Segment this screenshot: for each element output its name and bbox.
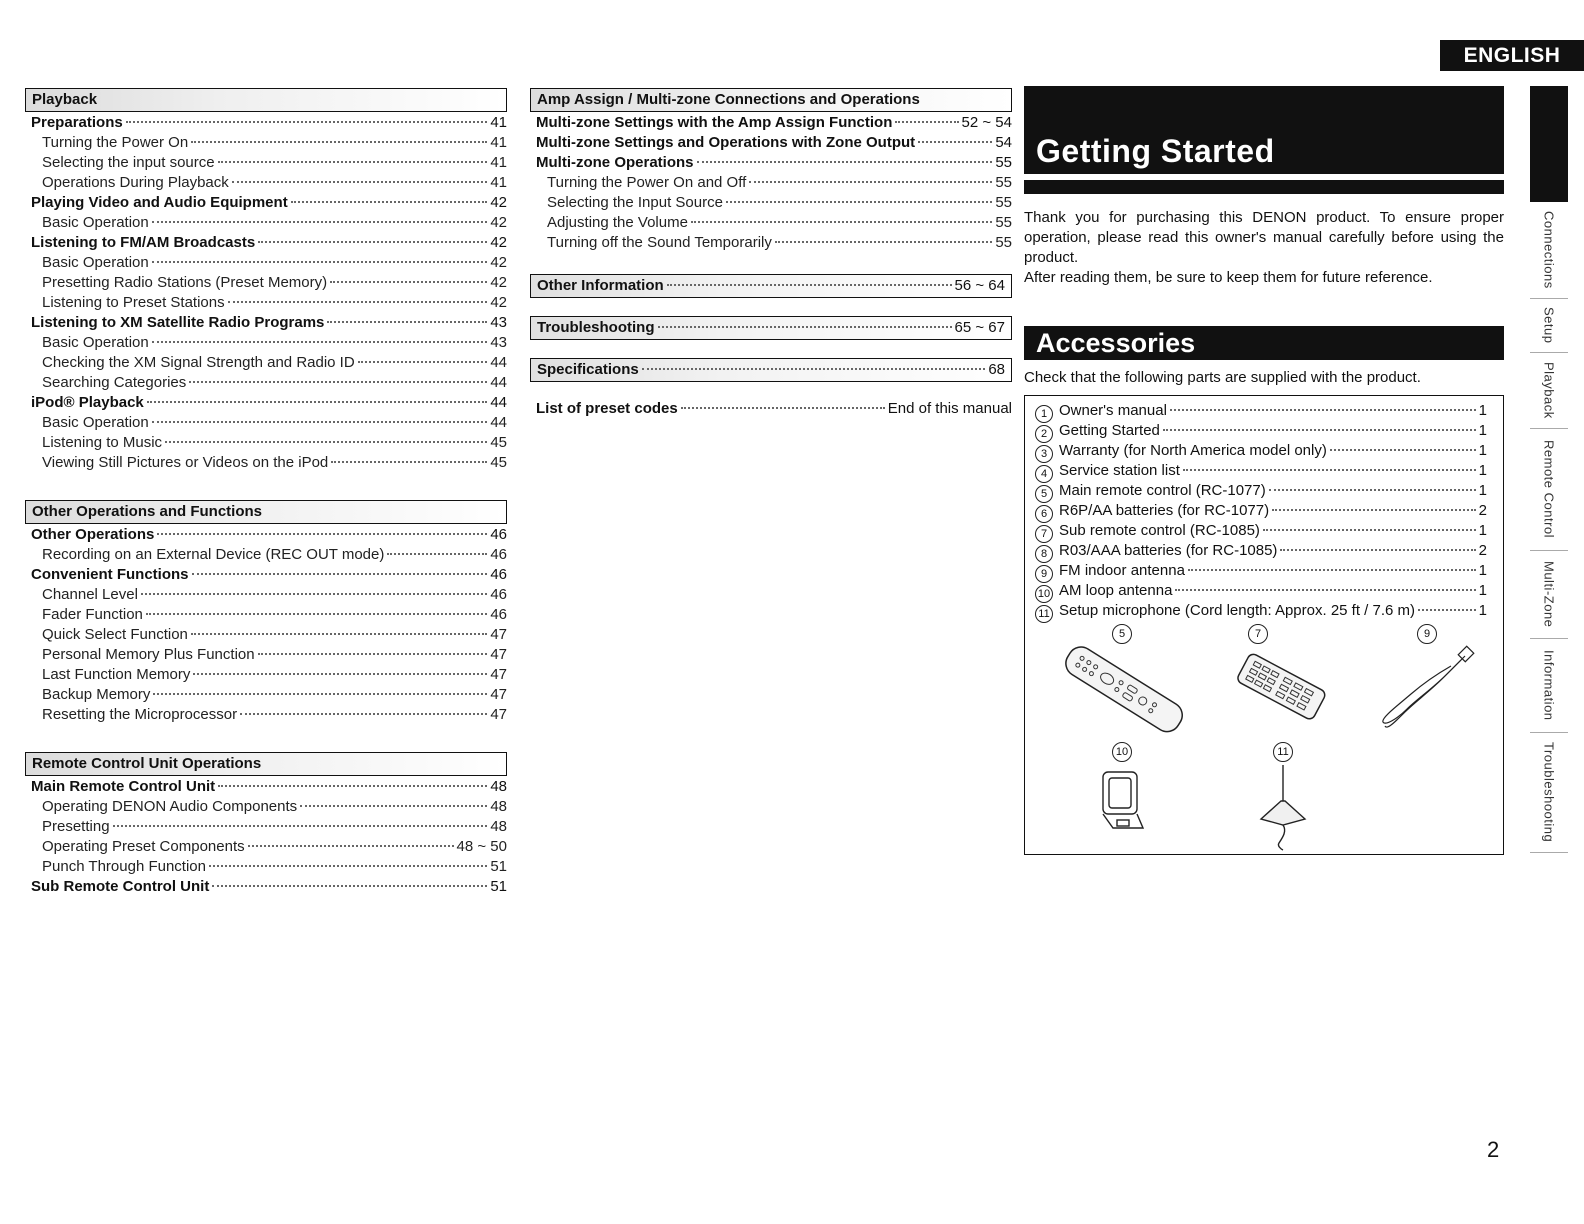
accessory-number: 7 (1035, 525, 1053, 543)
toc-row[interactable] (25, 254, 507, 274)
toc-label: Checking the XM Signal Strength and Radio ID (42, 354, 355, 371)
accessory-leader (1188, 569, 1476, 571)
toc-page: 42 (490, 274, 507, 291)
accessory-number: 10 (1035, 585, 1053, 603)
toc-leader (248, 845, 454, 847)
toc-label: Operations During Playback (42, 174, 229, 191)
toc-section-playback (25, 88, 507, 474)
toc-row[interactable] (25, 546, 507, 566)
toc-page: 52 ~ 54 (961, 114, 1012, 131)
toc-label: Turning off the Sound Temporarily (547, 234, 772, 251)
toc-page: 55 (995, 174, 1012, 191)
toc-label: Other Information (537, 277, 664, 294)
toc-page: 48 (490, 818, 507, 835)
toc-label: Presetting Radio Stations (Preset Memory) (42, 274, 328, 291)
intro-paragraph: Thank you for purchasing this DENON product. To ensure proper operation, please read this owner's manual carefully before using the product. (1024, 209, 1504, 266)
toc-label: Other Operations (31, 526, 155, 543)
title-divider (1024, 180, 1504, 194)
accessory-quantity: 1 (1478, 422, 1487, 439)
setup-microphone-illustration (1253, 761, 1313, 851)
right-column (1024, 86, 1504, 855)
toc-page: 55 (995, 214, 1012, 231)
toc-rows (25, 526, 507, 726)
accessory-number: 6 (1035, 505, 1053, 523)
accessory-item (1035, 502, 1487, 522)
accessory-item (1035, 442, 1487, 462)
toc-leader (232, 181, 488, 183)
toc-row[interactable] (25, 234, 507, 254)
accessory-leader (1163, 429, 1476, 431)
toc-rows (530, 114, 1012, 254)
toc-page: 46 (490, 606, 507, 623)
accessory-leader (1183, 469, 1476, 471)
toc-page: 47 (490, 646, 507, 663)
toc-left-column (25, 88, 507, 924)
toc-label: Turning the Power On (42, 134, 189, 151)
side-tab-label: Information (1541, 649, 1557, 721)
side-tab-label: Troubleshooting (1541, 741, 1557, 843)
toc-page: 45 (490, 434, 507, 451)
accessory-number: 4 (1035, 465, 1053, 483)
illustration-number: 7 (1248, 624, 1268, 644)
toc-section-remote-control (25, 752, 507, 898)
side-tab-label: Playback (1541, 361, 1557, 419)
toc-label: Basic Operation (42, 334, 149, 351)
toc-page: 42 (490, 254, 507, 271)
toc-leader (642, 368, 986, 370)
side-tab-label: Connections (1541, 211, 1557, 289)
toc-page: 42 (490, 194, 507, 211)
toc-page: 46 (490, 546, 507, 563)
toc-label: Operating DENON Audio Components (42, 798, 298, 815)
accessory-label: Setup microphone (Cord length: Approx. 25 ft / 7.6 m) (1059, 602, 1416, 619)
toc-row[interactable] (530, 214, 1012, 234)
toc-leader (218, 161, 488, 163)
side-tabs (1530, 86, 1568, 856)
toc-leader (658, 326, 952, 328)
toc-label: Personal Memory Plus Function (42, 646, 255, 663)
toc-leader (667, 284, 952, 286)
toc-section-other-operations (25, 500, 507, 726)
toc-leader (165, 441, 487, 443)
toc-row[interactable] (25, 354, 507, 374)
toc-label: Selecting the Input Source (547, 194, 723, 211)
accessory-item (1035, 482, 1487, 502)
toc-label: Convenient Functions (31, 566, 189, 583)
toc-label: Resetting the Microprocessor (42, 706, 238, 723)
language-badge: ENGLISH (1440, 40, 1584, 71)
toc-leader (358, 361, 488, 363)
am-loop-antenna-illustration (1095, 766, 1150, 836)
accessory-item (1035, 402, 1487, 422)
toc-label: Backup Memory (42, 686, 151, 703)
toc-row[interactable] (25, 154, 507, 174)
toc-row[interactable] (25, 194, 507, 214)
accessory-label: Main remote control (RC-1077) (1059, 482, 1266, 499)
toc-row[interactable] (25, 646, 507, 666)
accessory-quantity: 1 (1478, 602, 1487, 619)
toc-row[interactable] (25, 434, 507, 454)
toc-label: Playing Video and Audio Equipment (31, 194, 288, 211)
toc-row-preset-codes[interactable] (530, 400, 1012, 420)
toc-page: 65 ~ 67 (954, 319, 1005, 336)
toc-boxed-row[interactable] (530, 274, 1012, 298)
getting-started-title-block (1024, 86, 1504, 174)
toc-leader (775, 241, 992, 243)
toc-row[interactable] (25, 686, 507, 706)
accessory-quantity: 1 (1478, 522, 1487, 539)
toc-page: 68 (988, 361, 1005, 378)
toc-row[interactable] (25, 566, 507, 586)
accessory-leader (1272, 509, 1476, 511)
toc-leader (726, 201, 992, 203)
toc-page: 48 (490, 798, 507, 815)
toc-row[interactable] (25, 666, 507, 686)
side-tab-remote-control[interactable] (1530, 428, 1568, 551)
toc-middle-column (530, 88, 1012, 420)
accessory-number: 11 (1035, 605, 1053, 623)
illustration-number: 9 (1417, 624, 1437, 644)
accessory-item (1035, 602, 1487, 622)
toc-label: Selecting the input source (42, 154, 215, 171)
side-tab-marker (1530, 86, 1568, 202)
toc-page: 44 (490, 354, 507, 371)
illustration-number: 5 (1112, 624, 1132, 644)
accessory-leader (1330, 449, 1476, 451)
toc-leader (212, 885, 487, 887)
accessory-label: R6P/AA batteries (for RC-1077) (1059, 502, 1270, 519)
toc-row[interactable] (25, 394, 507, 414)
accessory-quantity: 1 (1478, 582, 1487, 599)
toc-leader (141, 593, 487, 595)
toc-leader (330, 281, 487, 283)
accessory-label: Service station list (1059, 462, 1180, 479)
toc-label: Preparations (31, 114, 123, 131)
toc-label: Basic Operation (42, 254, 149, 271)
accessory-number: 5 (1035, 485, 1053, 503)
accessory-leader (1269, 489, 1476, 491)
toc-label: Multi-zone Settings with the Amp Assign Function (536, 114, 893, 131)
section-heading: Amp Assign / Multi-zone Connections and Operations (530, 88, 1012, 112)
toc-row[interactable] (530, 194, 1012, 214)
accessory-label: Getting Started (1059, 422, 1160, 439)
side-tab-label: Multi-Zone (1541, 560, 1557, 628)
page-number: 2 (1487, 1137, 1500, 1162)
accessory-leader (1280, 549, 1475, 551)
toc-label: List of preset codes (536, 400, 678, 417)
accessory-label: Sub remote control (RC-1085) (1059, 522, 1260, 539)
toc-row[interactable] (25, 454, 507, 474)
toc-row[interactable] (25, 798, 507, 818)
toc-page: 47 (490, 666, 507, 683)
toc-label: Adjusting the Volume (547, 214, 688, 231)
toc-row[interactable] (25, 606, 507, 626)
toc-row[interactable] (25, 626, 507, 646)
toc-leader (681, 407, 885, 409)
toc-row[interactable] (25, 778, 507, 798)
toc-leader (146, 613, 487, 615)
toc-label: Sub Remote Control Unit (31, 878, 210, 895)
toc-page: 41 (490, 134, 507, 151)
toc-leader (193, 673, 487, 675)
toc-label: Listening to Preset Stations (42, 294, 225, 311)
toc-leader (192, 573, 488, 575)
toc-row[interactable] (530, 134, 1012, 154)
accessory-quantity: 1 (1478, 402, 1487, 419)
toc-page: 46 (490, 526, 507, 543)
toc-page: 46 (490, 566, 507, 583)
accessory-quantity: 1 (1478, 482, 1487, 499)
toc-boxed-row[interactable] (530, 358, 1012, 382)
accessory-leader (1263, 529, 1476, 531)
accessory-label: Owner's manual (1059, 402, 1167, 419)
toc-leader (147, 401, 488, 403)
toc-row[interactable] (25, 374, 507, 394)
toc-page: 48 ~ 50 (456, 838, 507, 855)
toc-page: End of this manual (887, 400, 1012, 417)
toc-row[interactable] (530, 154, 1012, 174)
toc-row[interactable] (25, 858, 507, 878)
toc-page: 44 (490, 414, 507, 431)
toc-label: Listening to Music (42, 434, 163, 451)
accessory-quantity: 2 (1478, 502, 1487, 519)
toc-page: 42 (490, 294, 507, 311)
toc-row[interactable] (25, 706, 507, 726)
intro-paragraph: After reading them, be sure to keep them for future reference. (1024, 269, 1433, 286)
toc-label: Multi-zone Operations (536, 154, 694, 171)
accessory-label: AM loop antenna (1059, 582, 1173, 599)
side-tab-connections[interactable] (1530, 202, 1568, 299)
accessory-label: R03/AAA batteries (for RC-1085) (1059, 542, 1278, 559)
toc-leader (191, 633, 487, 635)
accessory-item (1035, 422, 1487, 442)
toc-page: 48 (490, 778, 507, 795)
toc-page: 42 (490, 214, 507, 231)
toc-label: Troubleshooting (537, 319, 655, 336)
toc-leader (152, 421, 488, 423)
toc-leader (240, 713, 487, 715)
accessory-item (1035, 462, 1487, 482)
toc-label: Viewing Still Pictures or Videos on the iPod (42, 454, 329, 471)
toc-page: 47 (490, 686, 507, 703)
toc-leader (153, 693, 487, 695)
accessory-number: 8 (1035, 545, 1053, 563)
side-tab-multi-zone[interactable] (1530, 550, 1568, 639)
toc-page: 55 (995, 234, 1012, 251)
toc-boxed-entries (530, 274, 1012, 382)
toc-page: 51 (490, 858, 507, 875)
toc-page: 42 (490, 234, 507, 251)
accessory-item (1035, 582, 1487, 602)
toc-page: 41 (490, 114, 507, 131)
toc-page: 43 (490, 334, 507, 351)
toc-page: 51 (490, 878, 507, 895)
toc-page: 45 (490, 454, 507, 471)
toc-page: 44 (490, 394, 507, 411)
toc-label: Listening to FM/AM Broadcasts (31, 234, 256, 251)
toc-label: Quick Select Function (42, 626, 188, 643)
toc-page: 56 ~ 64 (954, 277, 1005, 294)
toc-row[interactable] (25, 334, 507, 354)
toc-row[interactable] (25, 134, 507, 154)
getting-started-title: Getting Started (1036, 133, 1275, 169)
toc-leader (218, 785, 487, 787)
toc-rows (25, 778, 507, 898)
accessory-item (1035, 522, 1487, 542)
toc-leader (189, 381, 487, 383)
toc-leader (113, 825, 488, 827)
toc-boxed-row[interactable] (530, 316, 1012, 340)
toc-label: Specifications (537, 361, 639, 378)
accessory-item (1035, 562, 1487, 582)
toc-page: 55 (995, 194, 1012, 211)
accessories-intro: Check that the following parts are supplied with the product. (1024, 369, 1421, 386)
toc-label: Punch Through Function (42, 858, 206, 875)
toc-leader (387, 553, 487, 555)
side-tab-information[interactable] (1530, 638, 1568, 733)
accessory-label: FM indoor antenna (1059, 562, 1185, 579)
side-tab-playback[interactable] (1530, 352, 1568, 429)
toc-row[interactable] (25, 314, 507, 334)
section-heading: Other Operations and Functions (25, 500, 507, 524)
toc-label: Basic Operation (42, 214, 149, 231)
toc-row[interactable] (25, 174, 507, 194)
toc-row[interactable] (25, 214, 507, 234)
toc-row[interactable] (25, 114, 507, 134)
accessory-label: Warranty (for North America model only) (1059, 442, 1327, 459)
accessory-quantity: 1 (1478, 562, 1487, 579)
toc-label: Recording on an External Device (REC OUT mode) (42, 546, 385, 563)
accessories-list (1035, 402, 1487, 622)
toc-label: Turning the Power On and Off (547, 174, 747, 191)
toc-page: 55 (995, 154, 1012, 171)
toc-leader (300, 805, 487, 807)
toc-page: 41 (490, 154, 507, 171)
accessory-quantity: 1 (1478, 442, 1487, 459)
toc-row[interactable] (25, 838, 507, 858)
toc-row[interactable] (25, 294, 507, 314)
sub-remote-control-illustration (1230, 650, 1330, 725)
accessories-title-block (1024, 326, 1504, 360)
toc-label: Fader Function (42, 606, 143, 623)
toc-leader (209, 865, 487, 867)
section-heading: Remote Control Unit Operations (25, 752, 507, 776)
toc-row[interactable] (25, 526, 507, 546)
toc-leader (327, 321, 487, 323)
toc-label: Listening to XM Satellite Radio Programs (31, 314, 325, 331)
toc-page: 41 (490, 174, 507, 191)
toc-leader (697, 161, 993, 163)
accessory-number: 3 (1035, 445, 1053, 463)
main-remote-control-illustration (1053, 644, 1193, 739)
illustration-number: 11 (1273, 742, 1293, 762)
toc-leader (258, 653, 488, 655)
toc-label: Channel Level (42, 586, 138, 603)
illustration-number: 10 (1112, 742, 1132, 762)
toc-page: 43 (490, 314, 507, 331)
toc-rows (25, 114, 507, 474)
side-tab-label: Setup (1541, 306, 1557, 344)
toc-row[interactable] (25, 818, 507, 838)
accessory-leader (1418, 609, 1476, 611)
toc-label: Last Function Memory (42, 666, 191, 683)
toc-row[interactable] (530, 174, 1012, 194)
side-tab-troubleshooting[interactable] (1530, 732, 1568, 853)
accessory-quantity: 2 (1478, 542, 1487, 559)
toc-row[interactable] (25, 878, 507, 898)
toc-leader (126, 121, 488, 123)
toc-row[interactable] (25, 414, 507, 434)
getting-started-intro (1024, 208, 1504, 288)
accessory-item (1035, 542, 1487, 562)
side-tab-setup[interactable] (1530, 298, 1568, 353)
toc-leader (749, 181, 992, 183)
toc-label: iPod® Playback (31, 394, 144, 411)
toc-leader (291, 201, 488, 203)
accessory-quantity: 1 (1478, 462, 1487, 479)
side-tab-label: Remote Control (1541, 439, 1557, 539)
toc-page: 46 (490, 586, 507, 603)
toc-page: 54 (995, 134, 1012, 151)
toc-row[interactable] (530, 114, 1012, 134)
accessory-number: 9 (1035, 565, 1053, 583)
toc-leader (152, 221, 488, 223)
toc-leader (918, 141, 992, 143)
toc-leader (258, 241, 487, 243)
fm-antenna-illustration (1377, 644, 1477, 734)
toc-row[interactable] (530, 234, 1012, 254)
toc-label: Searching Categories (42, 374, 187, 391)
toc-label: Multi-zone Settings and Operations with Zone Output (536, 134, 916, 151)
toc-label: Main Remote Control Unit (31, 778, 216, 795)
toc-label: Operating Preset Components (42, 838, 245, 855)
toc-page: 47 (490, 706, 507, 723)
toc-page: 47 (490, 626, 507, 643)
accessory-number: 2 (1035, 425, 1053, 443)
toc-leader (895, 121, 958, 123)
section-heading: Playback (25, 88, 507, 112)
accessory-leader (1170, 409, 1476, 411)
toc-leader (191, 141, 487, 143)
accessory-number: 1 (1035, 405, 1053, 423)
toc-label: Basic Operation (42, 414, 149, 431)
toc-leader (157, 533, 487, 535)
toc-section-multi-zone (530, 88, 1012, 254)
toc-label: Presetting (42, 818, 110, 835)
toc-leader (152, 341, 488, 343)
toc-leader (228, 301, 488, 303)
toc-leader (331, 461, 487, 463)
toc-leader (691, 221, 992, 223)
accessory-leader (1175, 589, 1475, 591)
accessories-title: Accessories (1036, 328, 1196, 358)
accessories-box (1024, 395, 1504, 855)
toc-page: 44 (490, 374, 507, 391)
toc-row[interactable] (25, 586, 507, 606)
toc-row[interactable] (25, 274, 507, 294)
toc-leader (152, 261, 488, 263)
